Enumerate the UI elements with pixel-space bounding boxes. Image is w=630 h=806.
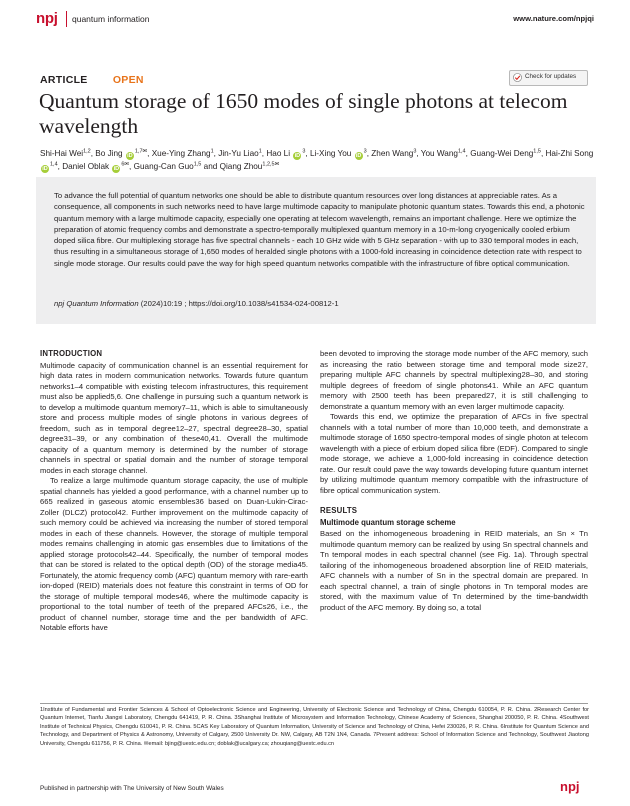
intro-paragraph-2: To realize a large multimode quantum storage capacity, the use of multiple spatial channels has yielded a good performance, with a channel number up to 665 realized in gaseous atomic ensembles36 based on Duan-Lukin-Cirac-Zoller (DLCZ) protocol42. Further improvement on the multimode capacity of such memory could be achieved via increasing the number of stored temporal modes in each of these channels. However, the storage of multiple temporal modes remains challenging in atomic gas ensembles due to limitations of the applied storage protocols42–44. Specifically, the number of temporal modes that can be stored is related to the optical depth (OD) of the storage media45. Fortunately, the atomic frequency comb (AFC) quantum memory with rare-earth ion-doped (REID) materials does not feature this constraint in terms of OD for the storage of multiple temporal modes46, where the multimode capacity is proportional to the total number of teeth of the prepared AFCs26, i.e., the product of channel number, storage time and the per bandwidth of AFC. Notable efforts have — [40, 476, 308, 632]
scheme-subheading: Multimode quantum storage scheme — [320, 517, 456, 527]
article-title: Quantum storage of 1650 modes of single photons at telecom wavelength — [39, 89, 568, 138]
abstract-text: To advance the full potential of quantum networks one should be able to distribute quantum resources over long distances at appreciable rates. As a consequence, all components in such networks need to have large multimode capacity to manipulate photonic quantum states. Towards this end, a photonic quantum memory with a large multimode capacity, especially one operating at telecom wavelength, remains an important challenge. Here we optimize the preparation of atomic frequency combs and demonstrate a spectro-temporally multiplexed quantum memory in a 10-m-long cryogenically cooled erbium doped silica fibre. Our multiplexing storage has five spectral channels - each 10 GHz wide with 5 GHz separation - with up to 330 temporal modes in each, thus resulting in a simultaneous storage of 1,650 modes of heralded single photons with a 1000-fold increasing in coincidence detection rate with respect to single mode storage. Our results could pave the way for high speed quantum networks compatible with the infrastructure of fibre optical communication. — [54, 191, 585, 268]
affiliations-footnote: 1Institute of Fundamental and Frontier Sciences & School of Optoelectronic Science and Engineering, University of Electronic Science and Technology of China, Chengdu 610054, P. R. China. 2Research Center for Quantum Internet, Tianfu Jiangxi Laboratory, Chengdu 641419, P. R. China. 3Shanghai Institute of Microsystem and Information Technology, Chinese Academy of Sciences, Shanghai 200050, P. R. China. 4Southwest Institute of Technical Physics, Chengdu 610041, P. R. China. 5CAS Key Laboratory of Quantum Information, University of Science and Technology of China, Hefei 230026, P. R. China. 6Institute for Quantum Science and Technology, and Department of Physics & Astronomy, University of Calgary, 2500 University Dr. NW, Calgary, AB T2N 1N4, Canada. 7Present address: School of Information Science and Technology, Southwest Jiaotong University, Chengdu 611756, P. R. China. ✉email: bjing@uestc.edu.cn; doblak@ucalgary.ca; zhouqiang@uestc.edu.cn — [40, 707, 589, 747]
author-name[interactable]: Hao Li — [266, 149, 291, 158]
partnership-note: Published in partnership with The University of New South Wales — [40, 785, 224, 792]
author-affiliation-mark: 3 — [413, 148, 417, 155]
orcid-icon[interactable]: iD — [127, 153, 133, 159]
scheme-paragraph-1: Based on the inhomogeneous broadening in REID materials, an Sn × Tn multimode quantum memory can be realized by using Sn spectral channels and Tn temporal modes in each spectral channel (see Fig. 1a). Through spectral tailoring of the inhomogeneous broadened absorption line of REID materials, AFC channels with a number of Sn in the spectral domain are prepared. In each spectral channel, a train of single photons in Tn temporal modes are stored, with the maximum value of Tn determined by the time-bandwidth product of the AFC memory. By doing so, a total — [320, 529, 588, 612]
citation — [54, 298, 586, 309]
right-paragraph-1: been devoted to improving the storage mode number of the AFC memory, such as increasing the ratio between storage time and temporal mode size27, preparing multiple AFC channels by spectral multiplexing28–30, and storing multiple degrees of freedom of single photons41. While an AFC quantum memory with 2500 teeth has been prepared27, it is still challenging to demonstrate a quantum memory with an even larger multimode capacity. — [320, 349, 588, 411]
author-name[interactable]: Li-Xing You — [309, 149, 352, 158]
author-affiliation-mark: 1 — [258, 148, 262, 155]
author-affiliation-mark: 1,7✉ — [134, 148, 148, 155]
author-name[interactable]: Xue-Ying Zhang — [151, 149, 211, 158]
intro-paragraph-1: Multimode capacity of communication channel is an essential requirement for high data rates in modern communication networks. Towards future quantum networks1–4 compatible with existing telecom infrastructures, this requirement must also be applied5,6. One challenge in pursuing such a quantum network is to develop a multimode quantum memory7–11, which is able to simultaneously store and process multiple modes of single photons in various degrees of freedom, such as in temporal degree12–27, spectral degree28–30, spatial degree31–39, or any combination of these40,41. Overall the multimode capacity of a quantum memory is determined by the number of storage channels in spectral or spatial domain and the number of storage temporal modes in each storage channel. — [40, 360, 308, 475]
check-updates-label: Check for updates — [525, 73, 577, 80]
journal-name[interactable]: quantum information — [72, 14, 150, 24]
author-affiliation-mark: 1,4 — [50, 161, 58, 168]
author-affiliation-mark: 3 — [302, 148, 306, 155]
author-affiliation-mark: 1,5 — [533, 148, 541, 155]
author-name[interactable]: Jin-Yu Liao — [218, 149, 259, 158]
author-name[interactable]: Shi-Hai Wei — [40, 149, 84, 158]
open-access-label: OPEN — [112, 74, 144, 86]
right-column — [320, 349, 588, 613]
page-header — [36, 8, 594, 32]
author-affiliation-mark: 6✉ — [121, 161, 130, 168]
author-affiliation-mark: 3 — [363, 148, 367, 155]
footnote-divider — [40, 703, 588, 704]
results-heading: RESULTS — [320, 506, 358, 515]
author-name[interactable]: Qiang Zhou — [219, 162, 263, 171]
article-type: ARTICLE — [40, 74, 88, 86]
author-affiliation-mark: 1,5 — [193, 161, 202, 168]
author-name[interactable]: You Wang — [420, 149, 458, 158]
orcid-icon[interactable]: iD — [355, 153, 362, 159]
author-name[interactable]: Hai-Zhi Song — [545, 149, 594, 158]
left-column — [40, 349, 308, 634]
introduction-heading: INTRODUCTION — [40, 349, 103, 358]
article-type-row — [40, 74, 144, 86]
author-list: Shi-Hai Wei$^{1,2}$, Bo Jing $iD^{1,7✉}$, Xue-Ying Zhang$^1$, Jin-Yu Liao$^1$, Hao Li $iD^3$, Li-Xing You $iD^3$, Zhen Wang$^3$, You Wang$^{1,4}$, Guang-Wei Deng$^{1,5}$, Hai-Zhi Song iD$^{1,4}$, Daniel Oblak $iD^{6✉}$, Guang-Can Guo$^{1,5}$ and Qiang Zhou$^{1,2,5✉}$ — [40, 148, 594, 172]
author-affiliation-mark: 1,2 — [83, 148, 91, 155]
author-affiliation-mark: 1 — [210, 148, 214, 155]
orcid-icon[interactable]: iD — [42, 166, 48, 172]
check-for-updates-button[interactable] — [509, 70, 588, 86]
author-affiliation-mark: 1,2,5✉ — [262, 161, 280, 168]
author-name[interactable]: Bo Jing — [95, 149, 123, 158]
author-name[interactable]: Guang-Can Guo — [133, 162, 194, 171]
journal-url[interactable]: www.nature.com/npjqi — [513, 14, 594, 23]
orcid-icon[interactable]: iD — [113, 166, 120, 172]
citation-doi[interactable]: (2024)10:19 ; https://doi.org/10.1038/s41534-024-00812-1 — [138, 299, 339, 308]
npj-logo[interactable]: npj — [36, 10, 58, 27]
author-name[interactable]: Daniel Oblak — [62, 162, 110, 171]
citation-journal: npj Quantum Information — [54, 299, 139, 308]
right-paragraph-2: Towards this end, we optimize the preparation of AFCs in five spectral channels with a total number of more than 10,000 teeth, and demonstrate a multimode storage of 1650 spectro-temporal modes of single photon at telecom wavelength with a piece of erbium doped silica fibre (EDF). Compared to single mode storage, we achieve a 1,000-fold increasing in coincidence detection rate. Our result could pave the way towards developing future quantum internet by utilizing multimode quantum memory compatible with the infrastructure of fibre optical communication system. — [320, 412, 588, 495]
author-name[interactable]: Guang-Wei Deng — [470, 149, 534, 158]
author-affiliation-mark: 1,4 — [457, 148, 466, 155]
header-divider — [66, 11, 67, 27]
orcid-icon[interactable]: iD — [294, 153, 301, 159]
check-updates-icon — [513, 73, 522, 82]
npj-footer-logo: npj — [560, 779, 580, 794]
author-name[interactable]: Zhen Wang — [371, 149, 414, 158]
